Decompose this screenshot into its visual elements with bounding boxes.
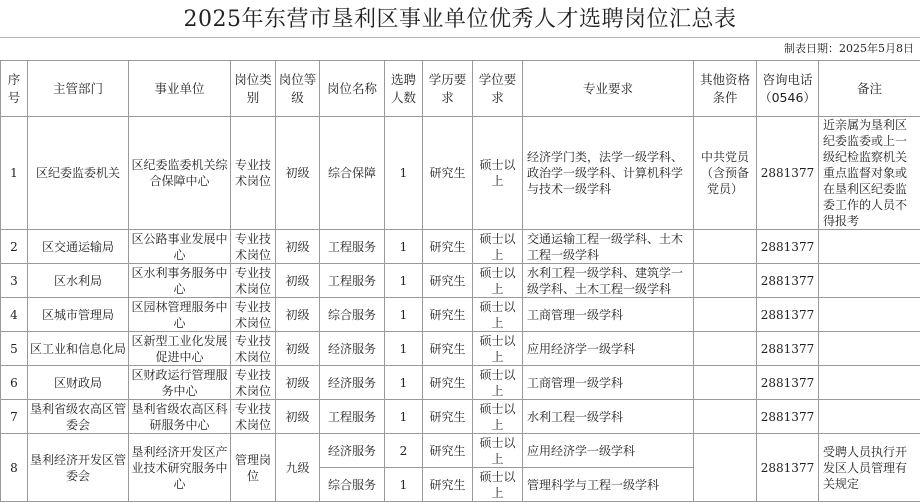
cell-post: 工程服务: [320, 264, 385, 298]
cell-no: 7: [1, 400, 28, 434]
cell-degree: 硕士以上: [473, 332, 523, 366]
cell-count: 1: [385, 117, 423, 230]
cell-edu: 研究生: [423, 332, 473, 366]
table-row: [1, 332, 920, 366]
cell-edu: 研究生: [423, 468, 473, 502]
page-title: 2025年东营市垦利区事业单位优秀人才选聘岗位汇总表: [0, 0, 920, 38]
cell-edu: 研究生: [423, 400, 473, 434]
cell-note: [819, 400, 920, 434]
col-type: 岗位类别: [231, 61, 276, 117]
cell-other: [694, 230, 757, 264]
cell-major: 应用经济学一级学科: [523, 434, 694, 468]
cell-degree: 硕士以上: [473, 366, 523, 400]
cell-other: [694, 400, 757, 434]
cell-post: 综合服务: [320, 298, 385, 332]
cell-post: 综合服务: [320, 468, 385, 502]
table-row: [1, 400, 920, 434]
cell-major: 水利工程一级学科: [523, 400, 694, 434]
table-row: [1, 434, 920, 468]
cell-unit: 垦利省级农高区科研服务中心: [129, 400, 231, 434]
cell-phone: 2881377: [757, 298, 819, 332]
cell-dept: 区纪委监委机关: [28, 117, 129, 230]
cell-phone: 2881377: [757, 332, 819, 366]
cell-note: [819, 298, 920, 332]
col-edu: 学历要求: [423, 61, 473, 117]
col-no: 序号: [1, 61, 28, 117]
cell-unit: 区水利事务服务中心: [129, 264, 231, 298]
cell-other: [694, 366, 757, 400]
cell-degree: 硕士以上: [473, 117, 523, 230]
cell-note: [819, 332, 920, 366]
cell-unit: 区公路事业发展中心: [129, 230, 231, 264]
cell-level: 初级: [276, 117, 320, 230]
cell-dept: 区财政局: [28, 366, 129, 400]
cell-post: 经济服务: [320, 366, 385, 400]
cell-major: 管理科学与工程一级学科: [523, 468, 694, 502]
cell-unit: 区纪委监委机关综合保障中心: [129, 117, 231, 230]
cell-count: 1: [385, 230, 423, 264]
cell-edu: 研究生: [423, 264, 473, 298]
cell-no: 2: [1, 230, 28, 264]
cell-type: 专业技术岗位: [231, 332, 276, 366]
cell-dept: 区城市管理局: [28, 298, 129, 332]
col-phone: 咨询电话（0546）: [757, 61, 819, 117]
cell-phone: 2881377: [757, 264, 819, 298]
cell-post: 经济服务: [320, 332, 385, 366]
cell-dept: 区交通运输局: [28, 230, 129, 264]
cell-degree: 硕士以上: [473, 230, 523, 264]
cell-major: 工商管理一级学科: [523, 298, 694, 332]
table-row: [1, 230, 920, 264]
cell-dept: 垦利省级农高区管委会: [28, 400, 129, 434]
cell-degree: 硕士以上: [473, 298, 523, 332]
table-row: [1, 117, 920, 230]
table-row: [1, 264, 920, 298]
cell-dept: 区水利局: [28, 264, 129, 298]
cell-level: 初级: [276, 298, 320, 332]
cell-count: 1: [385, 298, 423, 332]
cell-post: 综合保障: [320, 117, 385, 230]
cell-count: 1: [385, 264, 423, 298]
cell-post: 工程服务: [320, 230, 385, 264]
cell-type: 专业技术岗位: [231, 366, 276, 400]
positions-table: [0, 60, 920, 502]
cell-phone: 2881377: [757, 230, 819, 264]
cell-level: 初级: [276, 332, 320, 366]
cell-count: 1: [385, 468, 423, 502]
cell-edu: 研究生: [423, 298, 473, 332]
col-level: 岗位等级: [276, 61, 320, 117]
cell-count: 1: [385, 332, 423, 366]
cell-degree: 硕士以上: [473, 264, 523, 298]
cell-no: 1: [1, 117, 28, 230]
table-date: 制表日期：2025年5月8日: [0, 38, 920, 60]
cell-type: 专业技术岗位: [231, 117, 276, 230]
cell-no: 8: [1, 434, 28, 502]
cell-level: 九级: [276, 434, 320, 502]
cell-no: 6: [1, 366, 28, 400]
cell-phone: 2881377: [757, 400, 819, 434]
col-unit: 事业单位: [129, 61, 231, 117]
cell-type: 专业技术岗位: [231, 400, 276, 434]
cell-other: [694, 332, 757, 366]
cell-note: 受聘人员执行开发区人员管理有关规定: [819, 434, 920, 502]
cell-note: [819, 366, 920, 400]
cell-other: [694, 264, 757, 298]
col-other: 其他资格条件: [694, 61, 757, 117]
cell-other: [694, 434, 757, 502]
cell-major: 工商管理一级学科: [523, 366, 694, 400]
cell-level: 初级: [276, 264, 320, 298]
cell-type: 专业技术岗位: [231, 298, 276, 332]
cell-unit: 区新型工业化发展促进中心: [129, 332, 231, 366]
cell-post: 经济服务: [320, 434, 385, 468]
cell-level: 初级: [276, 366, 320, 400]
cell-post: 工程服务: [320, 400, 385, 434]
cell-major: 交通运输工程一级学科、土木工程一级学科: [523, 230, 694, 264]
cell-type: 专业技术岗位: [231, 264, 276, 298]
cell-dept: 区工业和信息化局: [28, 332, 129, 366]
cell-major: 水利工程一级学科、建筑学一级学科、土木工程一级学科: [523, 264, 694, 298]
cell-unit: 区园林管理服务中心: [129, 298, 231, 332]
col-dept: 主管部门: [28, 61, 129, 117]
cell-unit: 区财政运行管理服务中心: [129, 366, 231, 400]
cell-count: 1: [385, 366, 423, 400]
cell-level: 初级: [276, 230, 320, 264]
cell-phone: 2881377: [757, 117, 819, 230]
cell-phone: 2881377: [757, 434, 819, 502]
cell-type: 管理岗位: [231, 434, 276, 502]
table-row: [1, 298, 920, 332]
cell-note: 近亲属为垦利区纪委监委或上一级纪检监察机关重点监督对象或在垦利区纪委监委工作的人员不得报考: [819, 117, 920, 230]
cell-level: 初级: [276, 400, 320, 434]
cell-degree: 硕士以上: [473, 434, 523, 468]
cell-note: [819, 230, 920, 264]
cell-note: [819, 264, 920, 298]
cell-no: 5: [1, 332, 28, 366]
cell-no: 4: [1, 298, 28, 332]
cell-edu: 研究生: [423, 434, 473, 468]
cell-edu: 研究生: [423, 117, 473, 230]
cell-degree: 硕士以上: [473, 400, 523, 434]
col-post: 岗位名称: [320, 61, 385, 117]
table-row: [1, 366, 920, 400]
cell-edu: 研究生: [423, 366, 473, 400]
header-row: [1, 61, 920, 117]
cell-other: 中共党员（含预备党员）: [694, 117, 757, 230]
col-degree: 学位要求: [473, 61, 523, 117]
col-note: 备注: [819, 61, 920, 117]
cell-count: 1: [385, 400, 423, 434]
cell-count: 2: [385, 434, 423, 468]
cell-edu: 研究生: [423, 230, 473, 264]
col-major: 专业要求: [523, 61, 694, 117]
cell-phone: 2881377: [757, 366, 819, 400]
col-count: 选聘人数: [385, 61, 423, 117]
cell-no: 3: [1, 264, 28, 298]
cell-dept: 垦利经济开发区管委会: [28, 434, 129, 502]
cell-major: 应用经济学一级学科: [523, 332, 694, 366]
cell-type: 专业技术岗位: [231, 230, 276, 264]
cell-major: 经济学门类，法学一级学科、政治学一级学科、计算机科学与技术一级学科: [523, 117, 694, 230]
cell-degree: 硕士以上: [473, 468, 523, 502]
cell-other: [694, 298, 757, 332]
cell-unit: 垦利经济开发区产业技术研究服务中心: [129, 434, 231, 502]
